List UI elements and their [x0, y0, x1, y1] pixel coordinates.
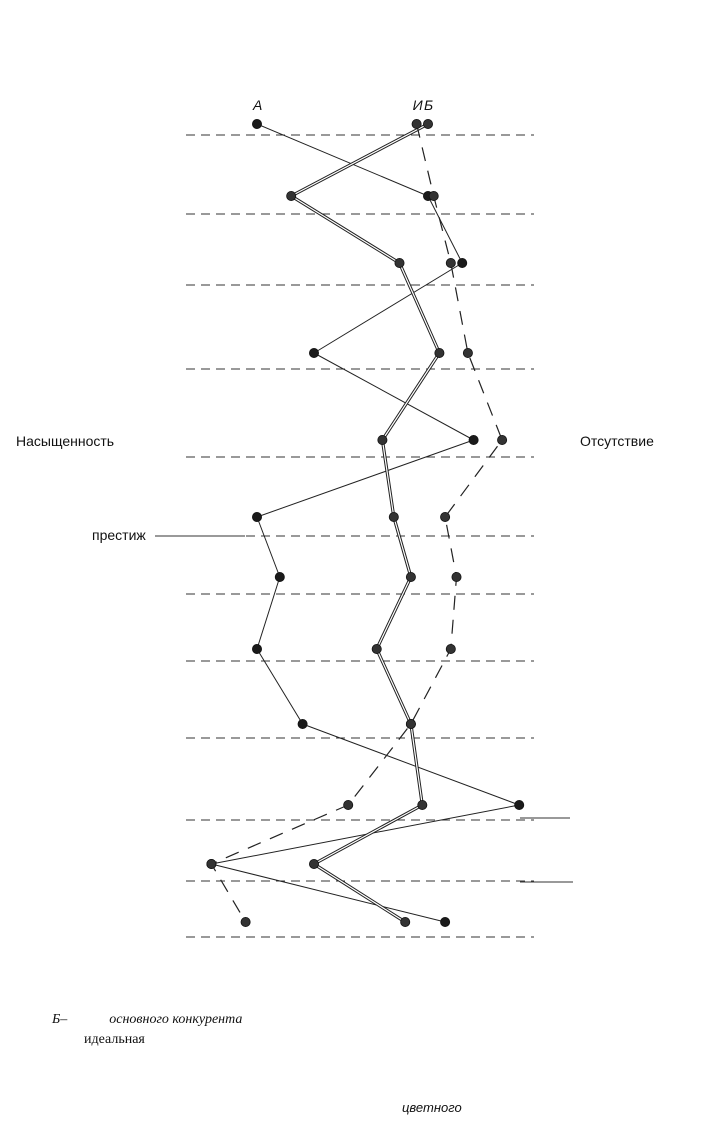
series-label: А: [253, 97, 263, 113]
data-point: [463, 348, 472, 357]
data-point: [435, 348, 444, 357]
right-scale-label: Отсутствие: [580, 433, 654, 449]
data-point: [423, 119, 432, 128]
data-point: [406, 719, 415, 728]
data-point: [446, 258, 455, 267]
left-scale-label: Насыщенность: [16, 433, 115, 449]
data-point: [241, 917, 250, 926]
data-point: [418, 800, 427, 809]
series-label: Б: [424, 97, 434, 113]
caption-line-2: идеальная: [84, 1032, 145, 1047]
data-point: [441, 512, 450, 521]
series-labels: [252, 97, 433, 113]
row-guides: [155, 135, 573, 937]
data-point: [287, 191, 296, 200]
data-point: [298, 719, 307, 728]
data-point: [252, 644, 261, 653]
data-point: [378, 435, 387, 444]
data-point: [401, 917, 410, 926]
series-label: И: [412, 97, 423, 113]
row-label-prestige: престиж: [92, 527, 146, 543]
caption-line-3: цветного: [402, 1100, 462, 1115]
data-point: [207, 859, 216, 868]
series-line-i: [211, 124, 502, 922]
series-line-b-outer: [291, 124, 439, 922]
data-point: [395, 258, 404, 267]
data-point: [309, 348, 318, 357]
data-point: [441, 917, 450, 926]
data-point: [469, 435, 478, 444]
profile-lines: [211, 124, 519, 922]
data-point: [406, 572, 415, 581]
data-point: [309, 859, 318, 868]
data-point: [344, 800, 353, 809]
data-point: [275, 572, 284, 581]
caption-line-1: Б– основного конкурента: [52, 1012, 243, 1027]
data-point: [458, 258, 467, 267]
data-point: [515, 800, 524, 809]
data-point: [452, 572, 461, 581]
data-point: [429, 191, 438, 200]
data-point: [252, 512, 261, 521]
data-point: [498, 435, 507, 444]
data-point: [412, 119, 421, 128]
data-point: [372, 644, 381, 653]
data-point: [446, 644, 455, 653]
data-point: [252, 119, 261, 128]
data-point: [389, 512, 398, 521]
